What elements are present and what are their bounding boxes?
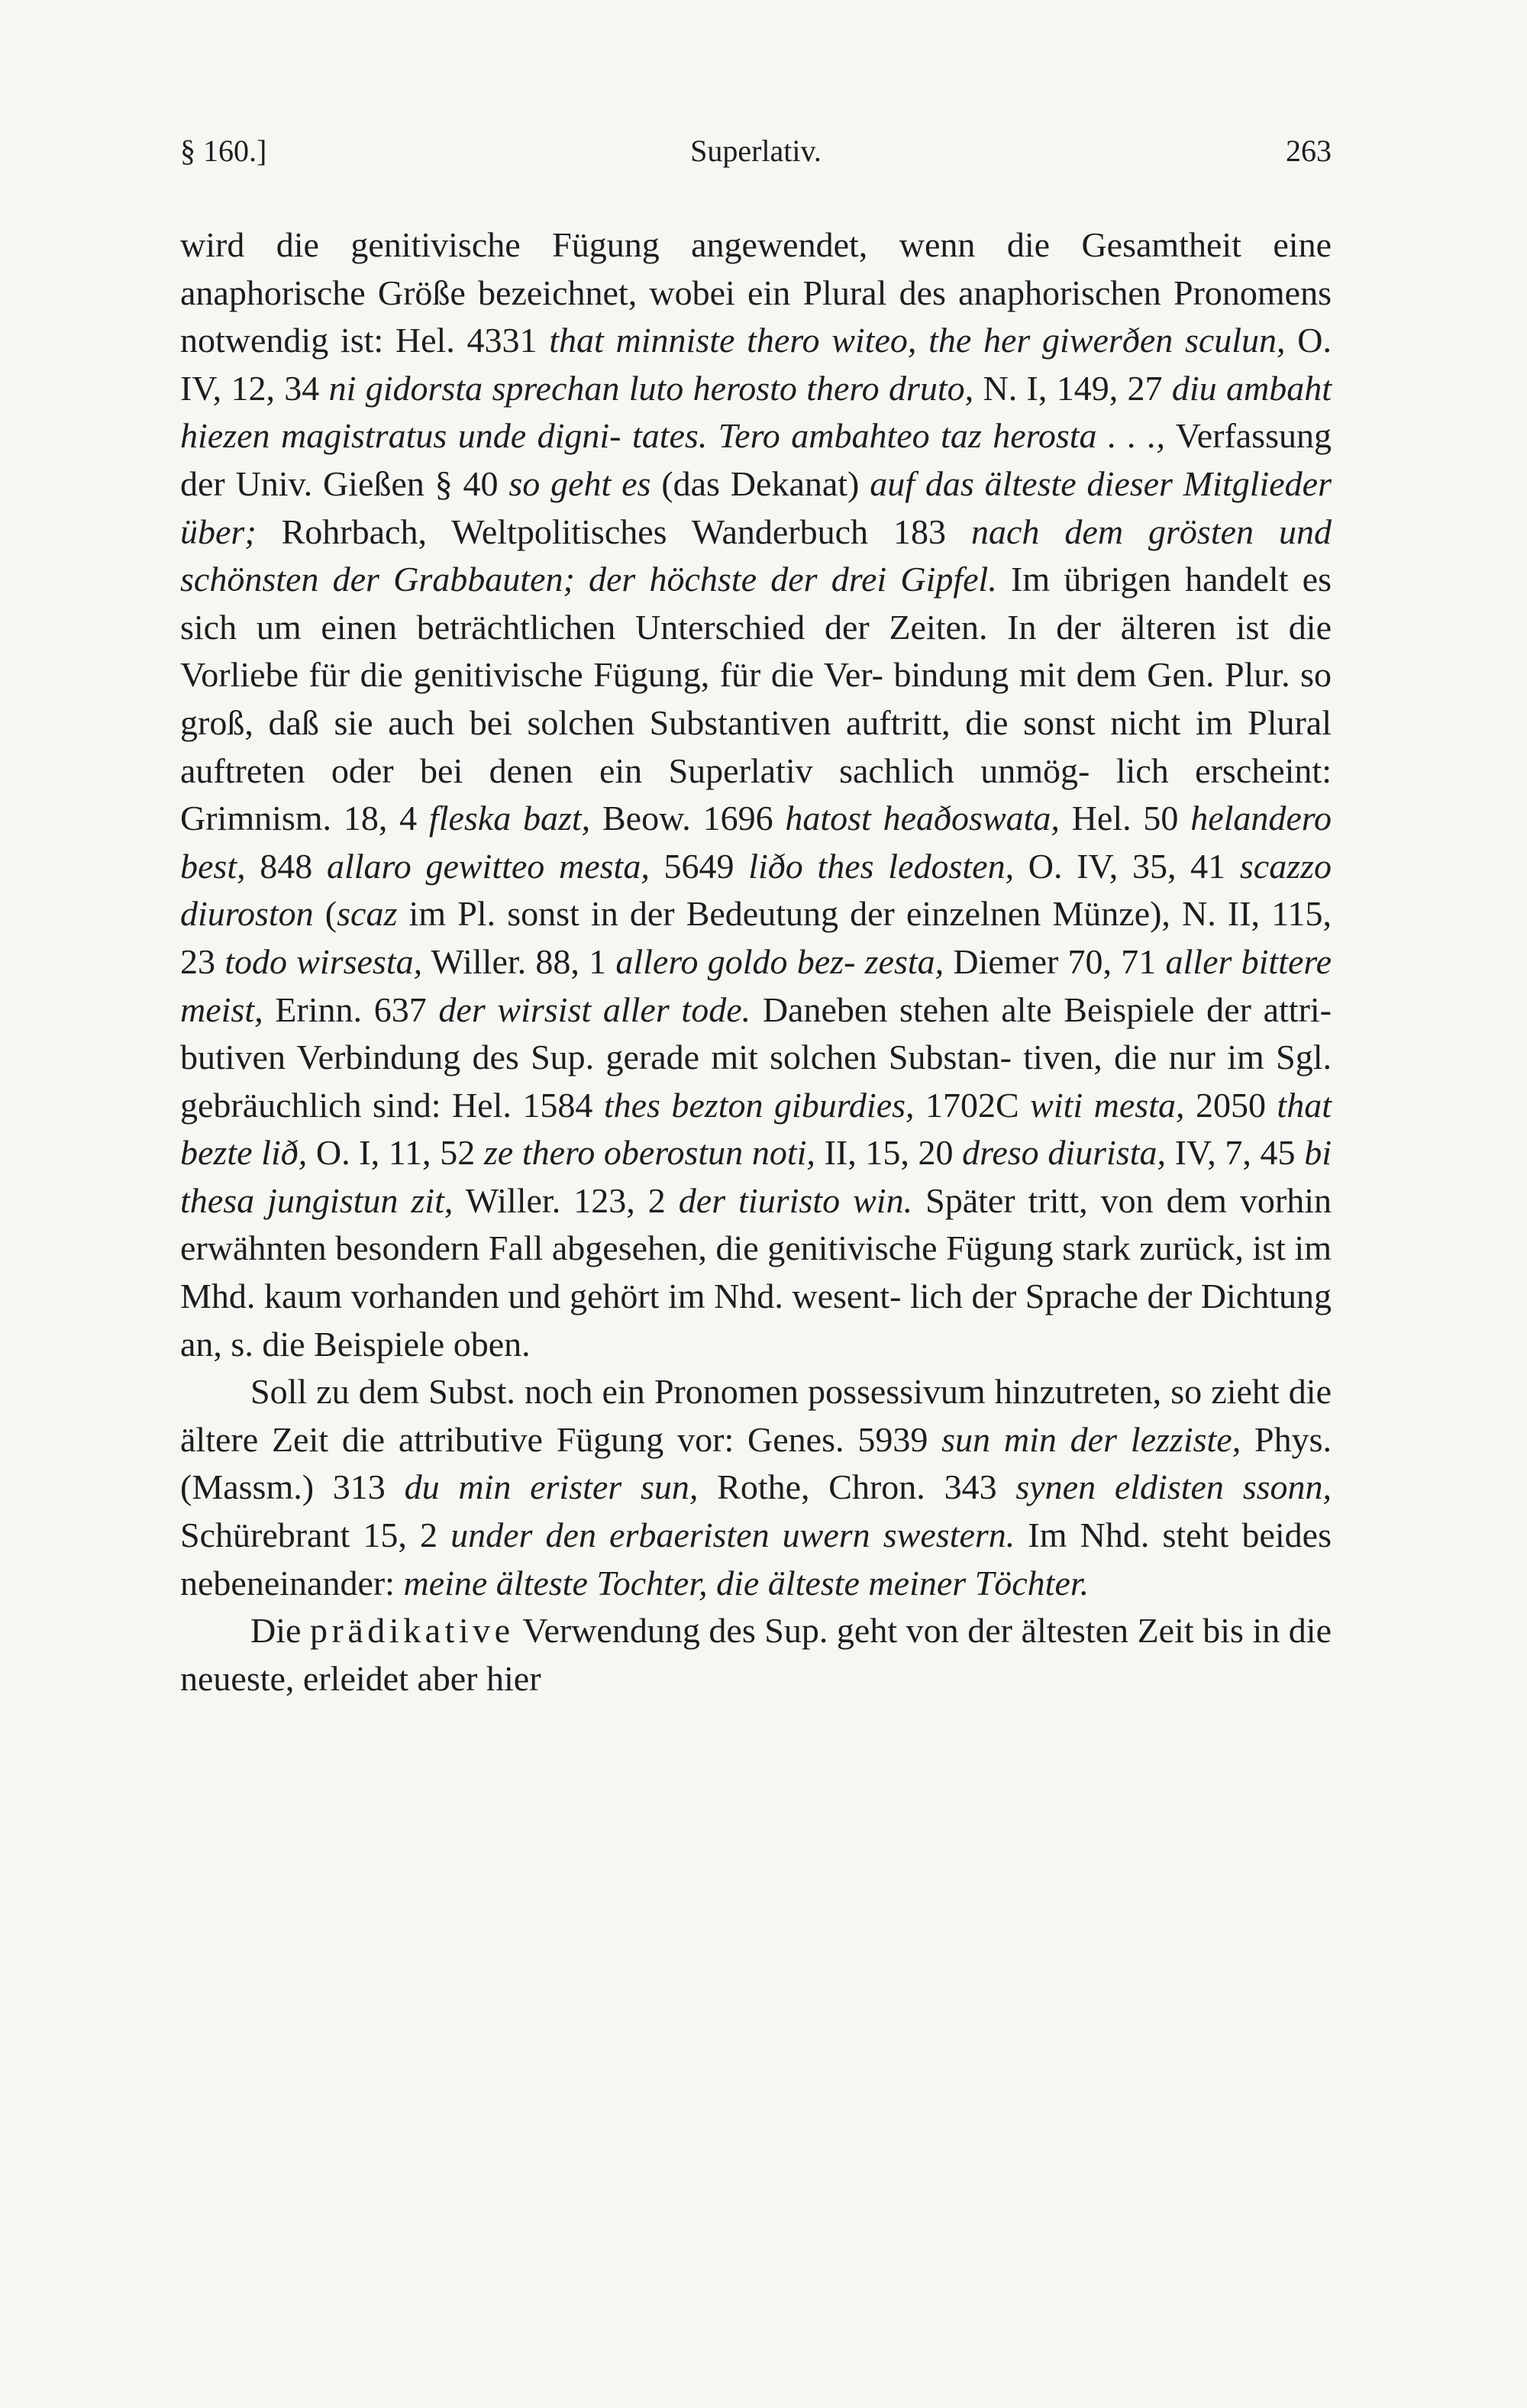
italic-citation: bi thesa jungistun zit, xyxy=(180,1133,1332,1220)
text-run: Die xyxy=(250,1611,310,1651)
text-run: (das Dekanat) xyxy=(651,463,870,503)
italic-citation: aller bittere meist, xyxy=(180,941,1332,1029)
italic-citation: scaz xyxy=(337,894,398,934)
italic-citation: ze thero oberostun noti, xyxy=(483,1133,815,1173)
italic-citation: auf das älteste dieser Mitglieder über; xyxy=(180,463,1332,551)
running-header xyxy=(180,128,1332,174)
text-run: ( xyxy=(313,894,337,934)
italic-citation: under den erbaeristen uwern swestern. xyxy=(450,1515,1015,1555)
text-run: Verfassung der Univ. Gießen § 40 xyxy=(180,416,1332,503)
text-run: Später tritt, von dem vorhin erwähnten besondern Fall abgesehen, die genitivische Fügung stark zurück, ist im Mhd. kaum vorhanden und gehört im Nhd. wesent- lich der Sprache der Dichtung an, s. die Beispiele oben. xyxy=(180,1180,1332,1364)
text-run: Hel. 50 xyxy=(1059,799,1191,838)
italic-citation: sun min der lezziste, xyxy=(941,1419,1241,1459)
italic-citation: todo wirsesta, xyxy=(224,941,423,981)
text-run: II, 15, 20 xyxy=(815,1133,963,1173)
italic-citation: der tiuristo win. xyxy=(678,1180,913,1220)
text-run: O. IV, 12, 34 xyxy=(180,321,1332,408)
italic-citation: liðo thes ledosten, xyxy=(748,846,1015,886)
italic-citation: meine älteste Tochter, die älteste meiner Töchter. xyxy=(403,1563,1090,1603)
italic-citation: fleska bazt, xyxy=(428,799,591,838)
text-run: N. I, 149, 27 xyxy=(973,368,1172,408)
text-run: Rohrbach, Weltpolitisches Wanderbuch 183 xyxy=(256,512,971,551)
italic-citation: diu ambaht hiezen magistratus unde digni- tates. Tero ambahteo taz herosta . . ., xyxy=(180,368,1332,456)
italic-citation: helandero best, xyxy=(180,799,1332,886)
italic-citation: witi mesta, xyxy=(1030,1085,1185,1125)
text-run: Soll zu dem Subst. noch ein Pronomen possessivum hinzutreten, so zieht die ältere Zeit die attributive Fügung vor: Genes. 5939 xyxy=(180,1372,1332,1459)
text-run: im Pl. sonst in der Bedeutung der einzelnen Münze), N. II, 115, 23 xyxy=(180,894,1332,981)
italic-citation: dreso diurista, xyxy=(962,1133,1166,1173)
italic-citation: allaro gewitteo mesta, xyxy=(327,846,650,886)
italic-citation: that minniste thero witeo, the her giwerðen sculun, xyxy=(549,321,1286,360)
text-run: Phys. (Massm.) 313 xyxy=(180,1419,1332,1507)
text-run: Diemer 70, 71 xyxy=(944,941,1166,981)
italic-citation: der wirsist aller tode. xyxy=(438,989,751,1029)
italic-citation: allero goldo bez- zesta, xyxy=(615,941,944,981)
text-run: Im übrigen handelt es sich um einen beträchtlichen Unterschied der Zeiten. In der älteren ist die Vorliebe für die genitivische Fügung, für die Ver- bindung mit dem Gen. Plur. so groß, daß sie auch bei solchen Substantiven auftritt, die sonst nicht im Plural auftreten oder bei denen ein Superlativ sachlich unmög- lich erscheint: Grimnism. 18, 4 xyxy=(180,560,1332,838)
italic-citation: du min erister sun, xyxy=(404,1467,699,1507)
text-run: Rothe, Chron. 343 xyxy=(698,1467,1016,1507)
italic-citation: so geht es xyxy=(508,463,651,503)
spaced-emphasis: prädikative xyxy=(309,1611,515,1651)
text-run: Erinn. 637 xyxy=(263,989,439,1029)
text-run: Daneben stehen alte Beispiele der attri- butiven Verbindung des Sup. gerade mit solchen Substan- tiven, die nur im Sgl. gebräuchlich sind: Hel. 1584 xyxy=(180,989,1332,1125)
text-run: Verwendung des Sup. geht von der ältesten Zeit bis in die neueste, erleidet aber hier xyxy=(180,1611,1332,1698)
text-run: 5649 xyxy=(649,846,749,886)
text-run: 848 xyxy=(245,846,327,886)
text-run: Beow. 1696 xyxy=(590,799,786,838)
text-run: IV, 7, 45 xyxy=(1165,1133,1305,1173)
italic-citation: that bezte lið, xyxy=(180,1085,1332,1173)
page-number: 263 xyxy=(1286,134,1332,168)
italic-citation: ni gidorsta sprechan luto herosto thero druto, xyxy=(328,368,974,408)
text-run: Willer. 123, 2 xyxy=(453,1180,679,1220)
italic-citation: scazzo diuroston xyxy=(180,846,1332,934)
text-run: Im Nhd. steht beides nebeneinander: xyxy=(180,1515,1332,1603)
text-run: 1702C xyxy=(914,1085,1031,1125)
italic-citation: hatost heaðoswata, xyxy=(785,799,1060,838)
text-run: O. IV, 35, 41 xyxy=(1014,846,1240,886)
paragraph xyxy=(180,221,1332,1368)
body-text xyxy=(180,221,1332,1703)
italic-citation: synen eldisten ssonn, xyxy=(1015,1467,1332,1507)
text-run: Schürebrant 15, 2 xyxy=(180,1515,451,1555)
running-title: Superlativ. xyxy=(690,134,822,168)
section-reference: § 160.] xyxy=(180,134,267,168)
text-run: Willer. 88, 1 xyxy=(422,941,616,981)
paragraph xyxy=(180,1368,1332,1607)
text-run: wird die genitivische Fügung angewendet, wenn die Gesamtheit eine anaphorische Größe bezeichnet, wobei ein Plural des anaphorischen Pronomens notwendig ist: Hel. 4331 xyxy=(180,225,1332,360)
italic-citation: thes bezton giburdies, xyxy=(603,1085,915,1125)
text-run: O. I, 11, 52 xyxy=(307,1133,484,1173)
italic-citation: nach dem grösten und schönsten der Grabbauten; der höchste der drei Gipfel. xyxy=(180,512,1332,599)
paragraph xyxy=(180,1607,1332,1703)
text-run: 2050 xyxy=(1184,1085,1277,1125)
